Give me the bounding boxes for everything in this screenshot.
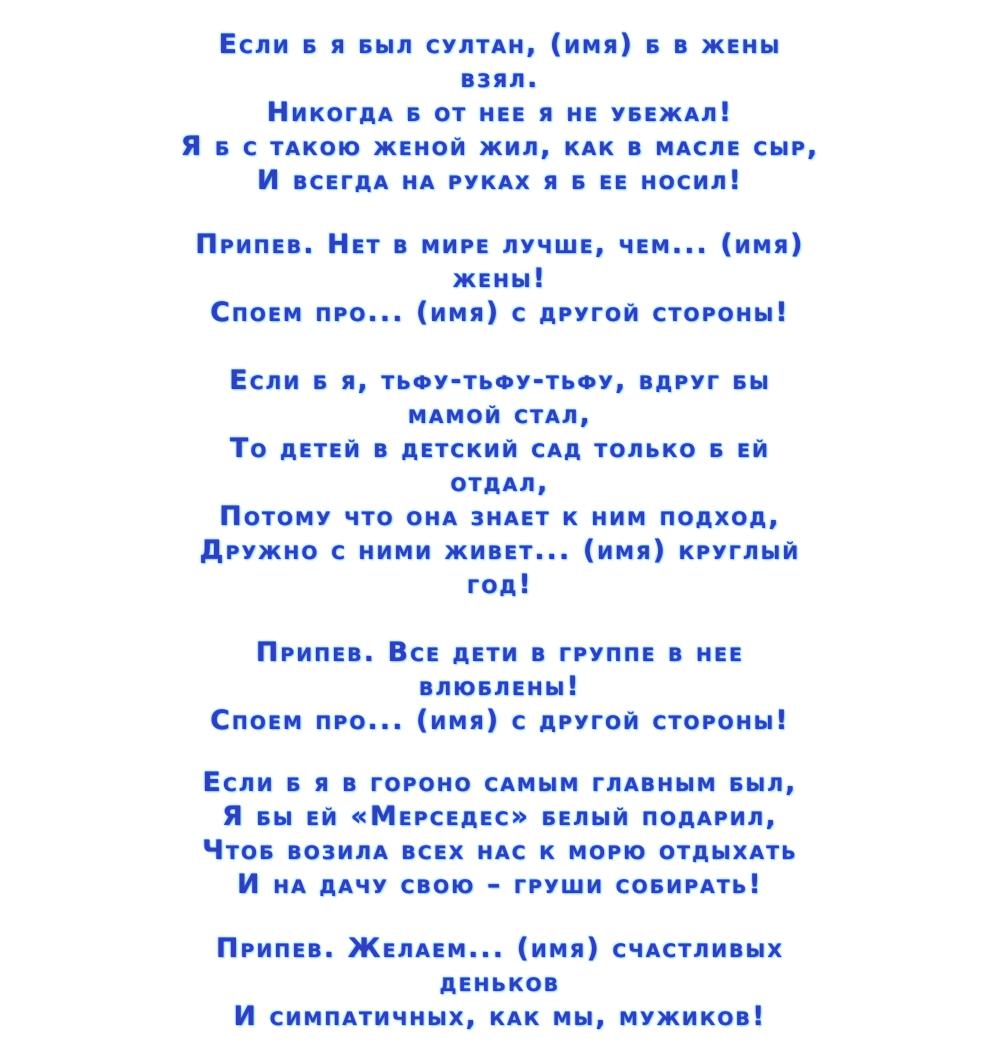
verse-3-line-3: Чтоб возила всех нас к морю отдыхать (202, 835, 798, 866)
verse-1-line-1: Если б я был султан, (имя) б в жены (218, 29, 782, 60)
chorus-2-line-3: Споем про... (имя) с другой стороны! (210, 705, 790, 736)
chorus-2-line-1: Припев. Все дети в группе в нее (255, 637, 745, 668)
chorus-2-line-2: влюблены! (419, 671, 581, 702)
verse-1-line-2: взял. (460, 63, 540, 94)
verse-2-line-5: Потому что она знает к ним подход, (219, 501, 781, 532)
verse-1-line-5: И всегда на руках я б ее носил! (257, 165, 743, 196)
verse-2-line-7: год! (467, 569, 533, 600)
verse-3-line-1: Если б я в гороно самым главным был, (202, 767, 798, 798)
chorus-3-line-3: И симпатичных, как мы, мужиков! (233, 1001, 767, 1032)
verse-1-line-3: Никогда б от нее я не убежал! (266, 97, 734, 128)
chorus-3-line-1: Припев. Желаем... (имя) счастливых (215, 933, 785, 964)
chorus-3-line-2: деньков (439, 967, 561, 998)
verse-3-line-4: И на дачу свою – груши собирать! (237, 869, 763, 900)
verse-3-line-2: Я бы ей «Мерседес» белый подарил, (222, 801, 778, 832)
verse-2-line-3: То детей в детский сад только б ей (229, 433, 771, 464)
chorus-1-line-1: Припев. Нет в мире лучше, чем... (имя) (195, 229, 805, 260)
verse-2-line-4: отдал, (450, 467, 550, 498)
verse-2-line-6: Дружно с ними живет... (имя) круглый (199, 535, 801, 566)
verse-1-line-4: Я б с такою женой жил, как в масле сыр, (180, 131, 820, 162)
verse-2-line-2: мамой стал, (408, 399, 592, 430)
chorus-1-line-2: жены! (452, 263, 548, 294)
verse-2-line-1: Если б я, тьфу-тьфу-тьфу, вдруг бы (229, 365, 771, 396)
chorus-1-line-3: Споем про... (имя) с другой стороны! (210, 297, 790, 328)
